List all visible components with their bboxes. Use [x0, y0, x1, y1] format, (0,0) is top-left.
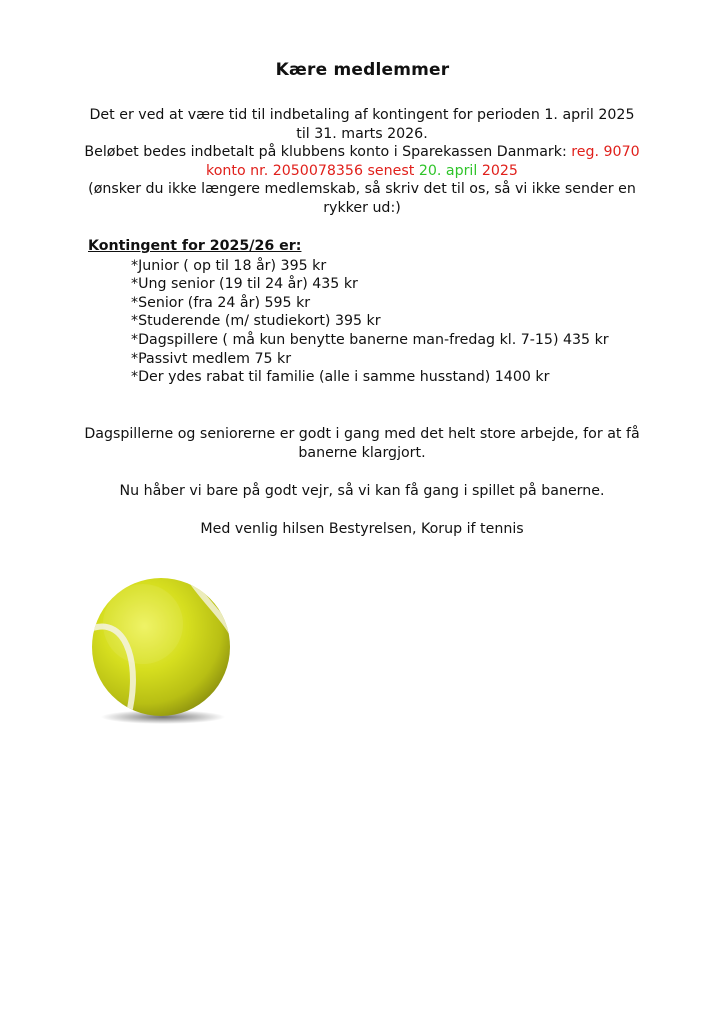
intro-block: [82, 106, 642, 217]
payment-instructions: [82, 143, 642, 180]
payment-account: reg. 9070 konto nr. 2050078356 senest: [206, 144, 640, 179]
payment-deadline-date: 20. april: [418, 162, 478, 179]
fee-item-young-senior: *Ung senior (19 til 24 år) 435 kr: [131, 276, 358, 293]
fees-section: [88, 237, 688, 387]
tennis-ball-icon: [88, 574, 238, 726]
fee-item-passive: *Passivt medlem 75 kr: [131, 350, 292, 367]
closing-paragraph-work: Dagspillerne og seniorerne er godt i gang med det helt store arbejde, for at få banerne klargjort.: [84, 426, 640, 461]
payment-deadline-year: 2025: [477, 162, 518, 179]
intro-period-text: Det er ved at være tid til indbetaling af kontingent for perioden 1. april 2025 til 31. marts 2026.: [89, 107, 635, 142]
fee-item-family: *Der ydes rabat til familie (alle i samme husstand) 1400 kr: [131, 369, 550, 386]
membership-cancel-note: (ønsker du ikke længere medlemskab, så skriv det til os, så vi ikke sender en rykker ud:): [88, 181, 636, 216]
closing-signature: Med venlig hilsen Bestyrelsen, Korup if tennis: [200, 521, 524, 537]
letter-title: Kære medlemmer: [275, 60, 450, 80]
fee-item-junior: *Junior ( op til 18 år) 395 kr: [131, 257, 327, 274]
fee-item-senior: *Senior (fra 24 år) 595 kr: [131, 294, 311, 311]
closing-block: [62, 425, 662, 558]
fee-item-student: *Studerende (m/ studiekort) 395 kr: [131, 313, 381, 330]
fees-heading: Kontingent for 2025/26 er:: [88, 238, 302, 254]
fee-list: [88, 257, 688, 387]
fee-item-day-player: *Dagspillere ( må kun benytte banerne man-fredag kl. 7-15) 435 kr: [131, 331, 609, 348]
payment-prefix: Beløbet bedes indbetalt på klubbens konto i Sparekassen Danmark:: [84, 144, 572, 160]
closing-paragraph-weather: Nu håber vi bare på godt vejr, så vi kan få gang i spillet på banerne.: [119, 483, 605, 499]
